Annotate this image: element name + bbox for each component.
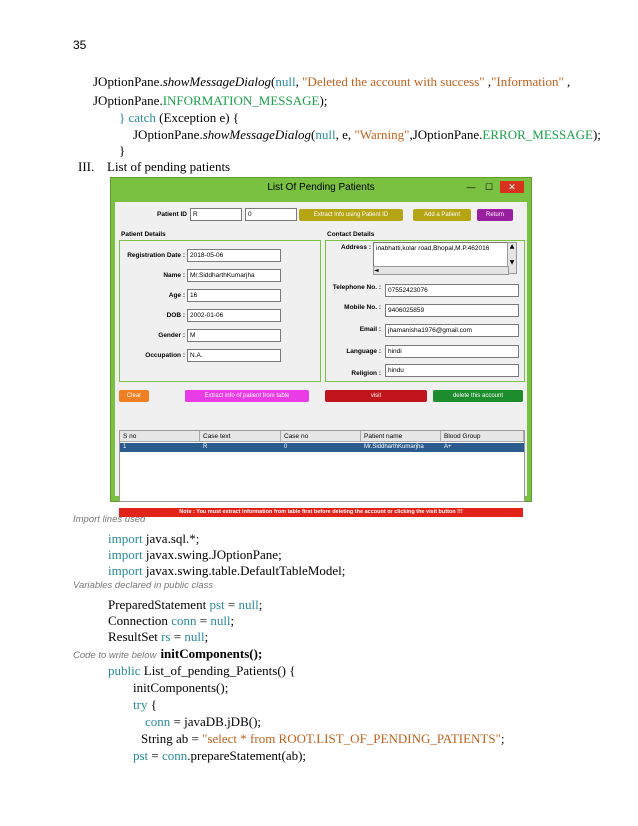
religion-field[interactable]: hindu bbox=[385, 364, 519, 377]
telephone-label: Telephone No. : bbox=[332, 284, 381, 291]
import-note: Import lines used bbox=[73, 514, 146, 525]
code-line: String ab = "select * from ROOT.LIST_OF_PENDING_PATIENTS"; bbox=[141, 731, 505, 746]
variable-line: ResultSet rs = null; bbox=[108, 629, 209, 644]
column-header[interactable]: S no bbox=[120, 431, 200, 442]
mobile-field[interactable]: 9406025859 bbox=[385, 304, 519, 317]
address-vscroll[interactable]: ▲ ▼ bbox=[507, 242, 517, 274]
patient-id-label: Patient ID bbox=[157, 211, 187, 218]
table-cell: 0 bbox=[284, 444, 288, 450]
email-field[interactable]: jhamanisha1976@gmail.com bbox=[385, 324, 519, 337]
age-label: Age : bbox=[168, 292, 185, 299]
window-titlebar bbox=[111, 178, 531, 200]
import-line: import java.sql.*; bbox=[108, 531, 200, 546]
language-label: Language : bbox=[346, 348, 381, 355]
religion-label: Religion : bbox=[351, 370, 381, 377]
import-line: import javax.swing.table.DefaultTableModel; bbox=[108, 563, 346, 578]
code-line: JOptionPane.showMessageDialog(null, "Deleted the account with success" ,"Information" , bbox=[93, 74, 571, 89]
code-line: JOptionPane.showMessageDialog(null, e, "Warning",JOptionPane.ERROR_MESSAGE); bbox=[133, 127, 601, 142]
clear-button[interactable]: Clear bbox=[119, 390, 149, 402]
delete-account-button[interactable]: delete this account bbox=[433, 390, 523, 402]
code-line: pst = conn.prepareStatement(ab); bbox=[133, 748, 307, 763]
address-hscroll[interactable]: ◄ bbox=[373, 266, 509, 275]
code-line: JOptionPane.INFORMATION_MESSAGE); bbox=[93, 93, 328, 108]
patient-id-input[interactable]: R bbox=[190, 208, 242, 221]
name-label: Name : bbox=[163, 272, 185, 279]
pending-patients-table bbox=[119, 430, 525, 502]
contact-details-title: Contact Details bbox=[327, 231, 375, 238]
pending-patients-window bbox=[110, 177, 532, 515]
visit-button[interactable]: visit bbox=[325, 390, 427, 402]
registration-date-label: Registration Date : bbox=[127, 252, 185, 259]
patient-details-title: Patient Details bbox=[121, 231, 166, 238]
dob-label: DOB : bbox=[166, 312, 185, 319]
code-line: try { bbox=[133, 697, 157, 712]
gender-label: Gender : bbox=[158, 332, 185, 339]
age-field[interactable]: 16 bbox=[187, 289, 281, 302]
code-line: } catch (Exception e) { bbox=[119, 110, 240, 125]
occupation-label: Occupation : bbox=[145, 352, 185, 359]
column-header[interactable]: Case no bbox=[281, 431, 361, 442]
address-label: Address : bbox=[341, 244, 371, 251]
table-cell: 1 bbox=[123, 444, 127, 450]
code-note: Code to write below bbox=[73, 650, 157, 661]
extract-by-id-button[interactable]: Extract Info using Patient ID bbox=[299, 209, 403, 221]
occupation-field[interactable]: N.A. bbox=[187, 349, 281, 362]
table-cell: Mr.SiddharthKumarjha bbox=[364, 444, 424, 450]
variables-note: Variables declared in public class bbox=[73, 580, 214, 591]
import-line: import javax.swing.JOptionPane; bbox=[108, 547, 282, 562]
maximize-icon[interactable]: ☐ bbox=[484, 182, 494, 192]
column-header[interactable]: Blood Group bbox=[441, 431, 524, 442]
code-note-line bbox=[73, 645, 262, 663]
variable-line: Connection conn = null; bbox=[108, 613, 235, 628]
code-line: initComponents(); bbox=[133, 680, 229, 695]
registration-date-field[interactable]: 2018-05-06 bbox=[187, 249, 281, 262]
close-icon[interactable]: ✕ bbox=[500, 181, 524, 193]
extract-from-table-button[interactable]: Extract info of patient from table bbox=[185, 390, 309, 402]
window-content bbox=[115, 202, 527, 515]
table-cell: A+ bbox=[444, 444, 452, 450]
window-title: List Of Pending Patients bbox=[267, 182, 375, 193]
add-patient-button[interactable]: Add a Patient bbox=[413, 209, 471, 221]
section-title: List of pending patients bbox=[107, 159, 231, 174]
mobile-label: Mobile No. : bbox=[344, 304, 381, 311]
address-field[interactable]: inabhatti,kolar road,Bhopal,M.P.462016 bbox=[373, 242, 509, 274]
patient-number-input[interactable]: 0 bbox=[245, 208, 297, 221]
code-line: } bbox=[119, 143, 126, 158]
warning-note: Note : You must extract Information from table first before deleting the account or clicking the visit button !!! bbox=[119, 508, 523, 517]
return-button[interactable]: Return bbox=[477, 209, 513, 221]
code-line: public List_of_pending_Patients() { bbox=[108, 663, 296, 678]
code-line: conn = javaDB.jDB(); bbox=[145, 714, 262, 729]
section-numeral: III. bbox=[78, 159, 95, 174]
minimize-icon[interactable]: — bbox=[466, 182, 476, 192]
column-header[interactable]: Case text bbox=[200, 431, 281, 442]
table-row[interactable] bbox=[120, 443, 524, 452]
language-field[interactable]: hindi bbox=[385, 345, 519, 358]
table-cell: R bbox=[203, 444, 208, 450]
email-label: Email : bbox=[359, 326, 381, 333]
gender-field[interactable]: M bbox=[187, 329, 281, 342]
code-note-emphasis: initComponents(); bbox=[160, 646, 263, 661]
page-number: 35 bbox=[73, 38, 87, 52]
telephone-field[interactable]: 07552423076 bbox=[385, 284, 519, 297]
name-field[interactable]: Mr.SiddharthKumarjha bbox=[187, 269, 281, 282]
column-header[interactable]: Patient name bbox=[361, 431, 441, 442]
dob-field[interactable]: 2002-01-06 bbox=[187, 309, 281, 322]
variable-line: PreparedStatement pst = null; bbox=[108, 597, 263, 612]
